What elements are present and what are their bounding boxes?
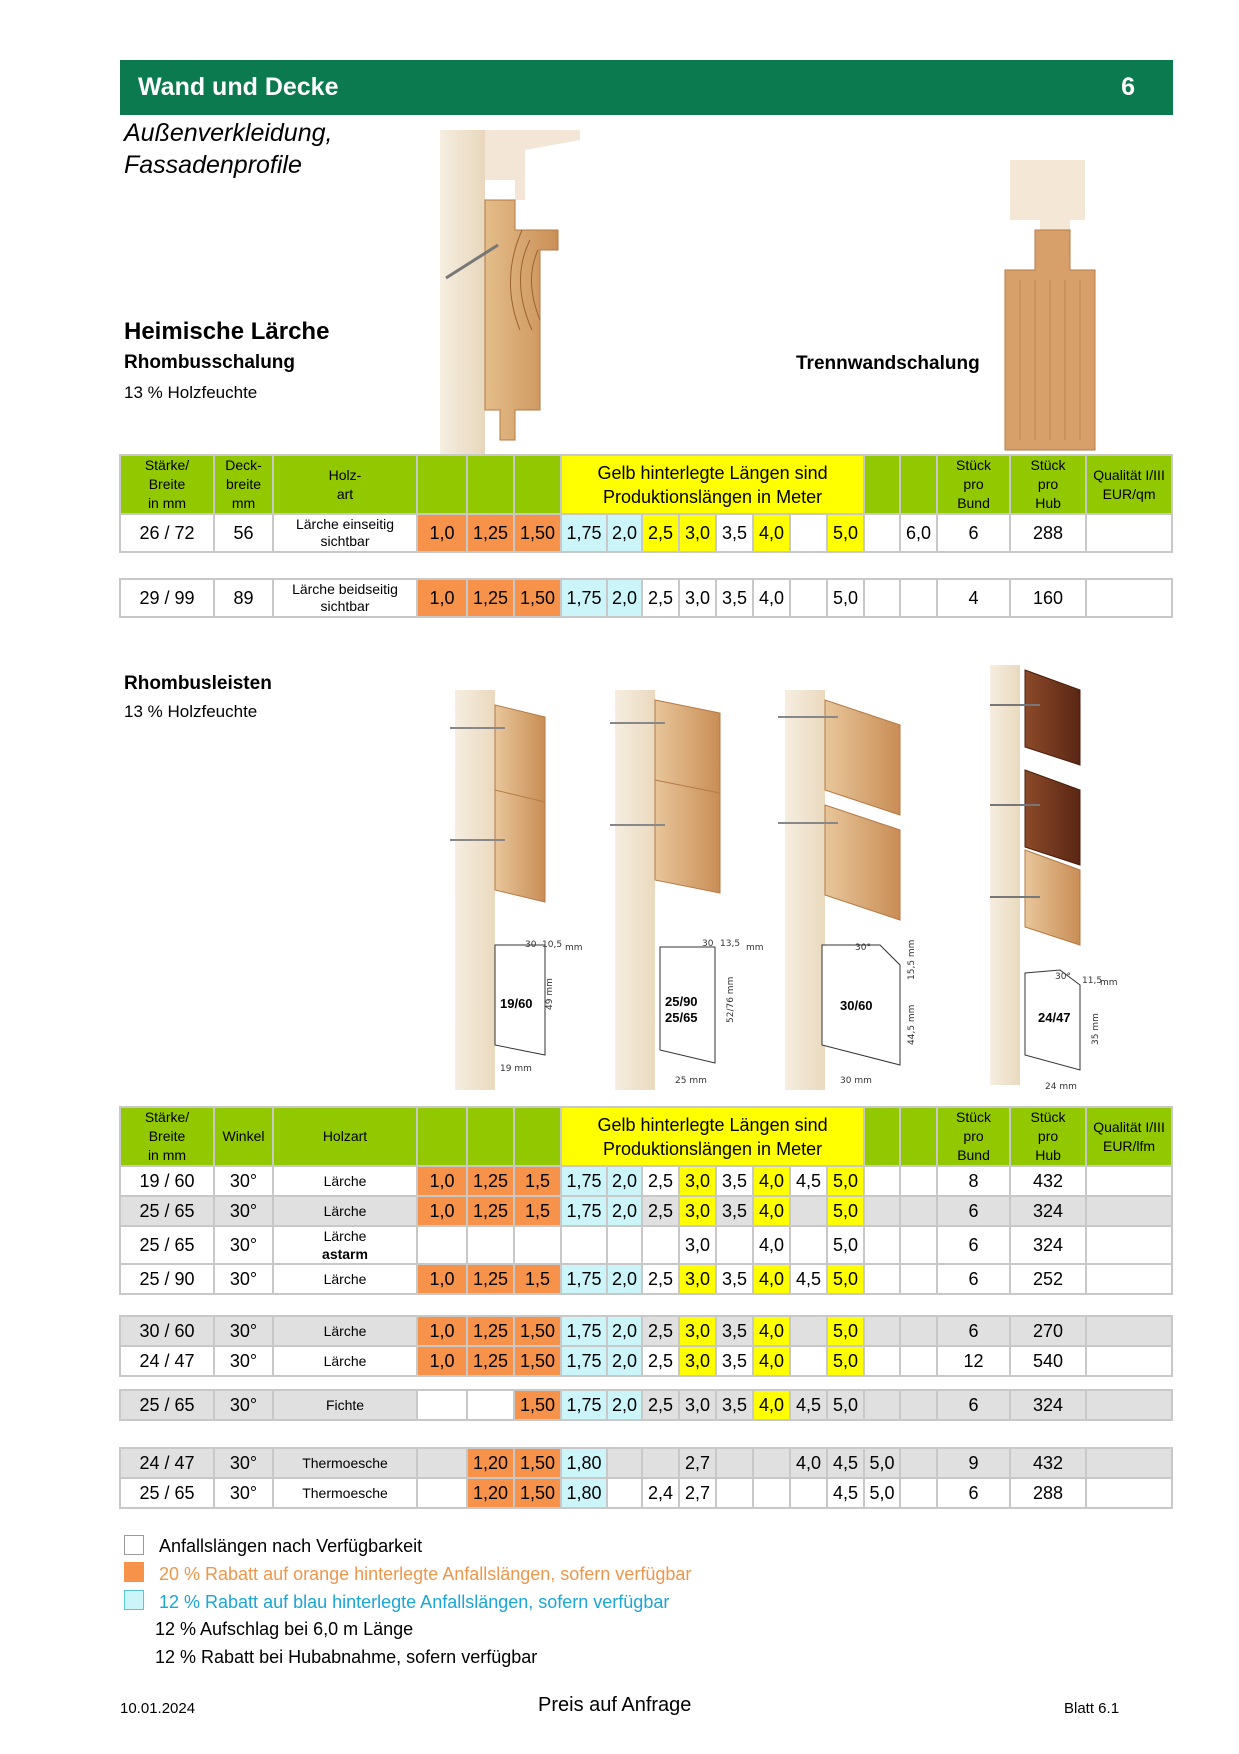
cell-size: 25 / 65 [120, 1390, 214, 1420]
cell-length [864, 1346, 900, 1376]
col-header-size: Stärke/ Breite in mm [120, 1107, 214, 1166]
cell-length: 2,4 [642, 1478, 679, 1508]
subtitle-line-1: Außenverkleidung, [124, 119, 333, 147]
cell-length [790, 1346, 827, 1376]
cell-length [900, 1390, 937, 1420]
cell-length: 3,5 [716, 1390, 753, 1420]
cell-length: 2,5 [642, 1264, 679, 1294]
cell-length: 1,80 [561, 1448, 607, 1478]
cell-length: 1,50 [514, 579, 561, 617]
trennwand-title: Trennwandschalung [796, 353, 980, 374]
cell-length [864, 1264, 900, 1294]
dim-text: 25 mm [675, 1076, 707, 1086]
cell-length [607, 1478, 642, 1508]
cell-wood: Thermoesche [273, 1478, 417, 1508]
cell-price [1086, 1196, 1172, 1226]
dim-text: 35 mm [1091, 1013, 1101, 1045]
cell-bund: 6 [937, 514, 1010, 552]
dim-text: 30 [525, 940, 537, 950]
section1-note: 13 % Holzfeuchte [124, 383, 258, 402]
cell-length: 4,0 [753, 1316, 790, 1346]
cell-length: 5,0 [827, 1226, 864, 1264]
cell-length: 3,5 [716, 579, 753, 617]
cell-length: 1,75 [561, 514, 607, 552]
dim-text: 30 mm [840, 1076, 872, 1086]
cell-length: 1,75 [561, 1264, 607, 1294]
cell-length [790, 1478, 827, 1508]
cell-length: 2,5 [642, 1346, 679, 1376]
dim-text: 44,5 mm [907, 1004, 917, 1045]
cell-price [1086, 1264, 1172, 1294]
cell-length: 4,0 [753, 1196, 790, 1226]
cell-length: 4,5 [827, 1448, 864, 1478]
cell-price [1086, 1166, 1172, 1196]
footer-sheet: Blatt 6.1 [1064, 1700, 1120, 1717]
cell-length: 2,5 [642, 579, 679, 617]
cell-size: 30 / 60 [120, 1316, 214, 1346]
cell-length: 1,75 [561, 1390, 607, 1420]
cell-length [607, 1226, 642, 1264]
cell-bund: 6 [937, 1226, 1010, 1264]
cell-length [900, 1264, 937, 1294]
dim-text: 24 mm [1045, 1082, 1077, 1092]
page-number: 6 [1121, 73, 1135, 101]
cell-length [900, 1226, 937, 1264]
cell-length [790, 1196, 827, 1226]
price-table-rhombusschalung-2 [119, 578, 1173, 618]
legend-item: 12 % Rabatt bei Hubabnahme, sofern verfügbar [155, 1647, 538, 1667]
cell-wood-line-2: astarm [322, 1246, 368, 1262]
table-row [120, 579, 1172, 617]
legend-box-white [124, 1535, 144, 1555]
subtitle-line-2: Fassadenprofile [124, 151, 302, 179]
cell-hub: 288 [1010, 1478, 1086, 1508]
price-table-rhombusschalung [119, 454, 1173, 553]
cell-price [1086, 579, 1172, 617]
legend-item: 20 % Rabatt auf orange hinterlegte Anfallslängen, sofern verfügbar [159, 1564, 692, 1584]
cell-length: 1,0 [417, 1264, 467, 1294]
cell-length [864, 1196, 900, 1226]
legend-item: 12 % Rabatt auf blau hinterlegte Anfallslängen, sofern verfügbar [159, 1592, 670, 1612]
cell-length: 4,0 [790, 1448, 827, 1478]
cell-length: 1,25 [467, 1166, 514, 1196]
cell-length: 1,50 [514, 514, 561, 552]
cell-hub: 324 [1010, 1390, 1086, 1420]
cell-length: 1,25 [467, 1316, 514, 1346]
cell-length: 2,0 [607, 579, 642, 617]
cell-wood: Thermoesche [273, 1448, 417, 1478]
cell-length: 1,25 [467, 1264, 514, 1294]
cell-length [417, 1390, 467, 1420]
col-header-angle: Winkel [214, 1107, 273, 1166]
cell-length: 1,5 [514, 1196, 561, 1226]
cell-deck: 89 [214, 579, 273, 617]
cell-hub: 288 [1010, 514, 1086, 552]
cell-length: 2,5 [642, 1390, 679, 1420]
cell-length: 1,0 [417, 514, 467, 552]
cell-bund: 9 [937, 1448, 1010, 1478]
table-row [120, 1264, 1172, 1294]
table-row [120, 1390, 1172, 1420]
cell-angle: 30° [214, 1390, 273, 1420]
cell-length [753, 1478, 790, 1508]
cell-length: 2,0 [607, 1346, 642, 1376]
cell-length: 2,5 [642, 1196, 679, 1226]
cell-length: 3,0 [679, 579, 716, 617]
price-table-rhombusleisten-2 [119, 1315, 1173, 1377]
cell-size: 25 / 65 [120, 1478, 214, 1508]
cell-angle: 30° [214, 1264, 273, 1294]
cell-angle: 30° [214, 1316, 273, 1346]
cell-length [417, 1478, 467, 1508]
table-row [120, 1478, 1172, 1508]
cell-length: 5,0 [827, 1264, 864, 1294]
rhombusleisten-illustration [450, 665, 1118, 1105]
cell-wood: Lärche [273, 1196, 417, 1226]
profile-label-30-60: 30/60 [840, 998, 873, 1013]
cell-angle: 30° [214, 1448, 273, 1478]
cell-price [1086, 1346, 1172, 1376]
cell-length: 3,0 [679, 1196, 716, 1226]
cell-bund: 12 [937, 1346, 1010, 1376]
cell-length: 4,0 [753, 579, 790, 617]
cell-length [514, 1226, 561, 1264]
cell-length: 4,0 [753, 514, 790, 552]
cell-length: 3,0 [679, 1390, 716, 1420]
cell-length [900, 1346, 937, 1376]
cell-length: 4,0 [753, 1226, 790, 1264]
cell-wood: Lärche [273, 1316, 417, 1346]
dim-text: 30° [855, 943, 871, 953]
trennwandschalung-illustration [1000, 160, 1100, 450]
cell-length: 1,0 [417, 1316, 467, 1346]
profile-label-line: 25/90 [665, 994, 698, 1009]
cell-length [642, 1226, 679, 1264]
profile-label-19-60: 19/60 [500, 996, 533, 1011]
cell-length [900, 579, 937, 617]
cell-price [1086, 514, 1172, 552]
col-header-bund: Stück pro Bund [937, 455, 1010, 514]
cell-size: 24 / 47 [120, 1346, 214, 1376]
col-header-deck: Deck- breite mm [214, 455, 273, 514]
cell-wood-line-1: Lärche [323, 1228, 367, 1244]
cell-length: 3,0 [679, 514, 716, 552]
table-row [120, 514, 1172, 552]
cell-length: 1,5 [514, 1264, 561, 1294]
cell-price [1086, 1390, 1172, 1420]
cell-price [1086, 1448, 1172, 1478]
legend-box-orange [124, 1562, 144, 1582]
cell-hub: 432 [1010, 1448, 1086, 1478]
cell-length: 1,20 [467, 1448, 514, 1478]
cell-size: 26 / 72 [120, 514, 214, 552]
cell-length [864, 1316, 900, 1346]
legend-item: 12 % Aufschlag bei 6,0 m Länge [155, 1619, 414, 1639]
cell-hub: 270 [1010, 1316, 1086, 1346]
cell-length: 5,0 [827, 1346, 864, 1376]
col-header-price: Qualität I/III EUR/qm [1086, 455, 1172, 514]
cell-length [716, 1448, 753, 1478]
dim-text: 49 mm [545, 978, 555, 1010]
dim-text: 11,5 [1082, 976, 1103, 986]
footer-date: 10.01.2024 [120, 1700, 196, 1717]
cell-length: 1,0 [417, 1196, 467, 1226]
cell-length: 1,25 [467, 1196, 514, 1226]
cell-length: 1,80 [561, 1478, 607, 1508]
dim-text: 19 mm [500, 1064, 532, 1074]
col-header-hub: Stück pro Hub [1010, 1107, 1086, 1166]
section1-title: Heimische Lärche [124, 318, 330, 345]
cell-length: 3,5 [716, 1316, 753, 1346]
cell-wood: Lärche einseitig sichtbar [273, 514, 417, 552]
cell-length: 5,0 [827, 1390, 864, 1420]
legend-box-blue [124, 1590, 144, 1610]
cell-size: 25 / 90 [120, 1264, 214, 1294]
cell-length [607, 1448, 642, 1478]
cell-length: 2,0 [607, 514, 642, 552]
cell-length: 1,75 [561, 1316, 607, 1346]
cell-length [900, 1478, 937, 1508]
cell-length [716, 1226, 753, 1264]
table-row [120, 1196, 1172, 1226]
dim-text: 15,5 mm [907, 939, 917, 980]
col-header-lengths: Gelb hinterlegte Längen sind Produktionslängen in Meter [561, 455, 864, 514]
cell-length: 3,5 [716, 1264, 753, 1294]
cell-hub: 432 [1010, 1166, 1086, 1196]
cell-length: 3,0 [679, 1316, 716, 1346]
cell-length: 1,50 [514, 1346, 561, 1376]
cell-length [790, 514, 827, 552]
cell-length [900, 1316, 937, 1346]
cell-length: 2,0 [607, 1264, 642, 1294]
cell-length [864, 579, 900, 617]
cell-length: 1,5 [514, 1166, 561, 1196]
cell-length: 4,0 [753, 1390, 790, 1420]
dim-text: 13,5 [720, 939, 741, 949]
dim-text: 52/76 mm [726, 976, 736, 1023]
table-row [120, 1316, 1172, 1346]
cell-length [790, 1316, 827, 1346]
cell-length [467, 1390, 514, 1420]
profile-label-line: 25/65 [665, 1010, 698, 1025]
profile-label-24-47: 24/47 [1038, 1010, 1071, 1025]
cell-length: 1,75 [561, 579, 607, 617]
cell-length: 6,0 [900, 514, 937, 552]
cell-length: 1,50 [514, 1316, 561, 1346]
cell-length: 3,0 [679, 1346, 716, 1376]
cell-length [864, 1390, 900, 1420]
cell-angle: 30° [214, 1196, 273, 1226]
cell-length: 2,5 [642, 1316, 679, 1346]
profile-label-25-90 [665, 994, 698, 1025]
cell-length: 3,5 [716, 1346, 753, 1376]
cell-length: 2,0 [607, 1196, 642, 1226]
cell-length [467, 1226, 514, 1264]
cell-length [900, 1166, 937, 1196]
section2-title: Rhombusleisten [124, 673, 272, 694]
section-subtitle [124, 117, 332, 181]
cell-length [790, 1226, 827, 1264]
cell-length: 4,5 [790, 1390, 827, 1420]
cell-length: 3,5 [716, 1196, 753, 1226]
cell-hub: 540 [1010, 1346, 1086, 1376]
cell-length: 5,0 [827, 1166, 864, 1196]
cell-length: 2,7 [679, 1448, 716, 1478]
cell-length [417, 1448, 467, 1478]
cell-wood: Fichte [273, 1390, 417, 1420]
section2-note: 13 % Holzfeuchte [124, 702, 258, 721]
cell-bund: 6 [937, 1478, 1010, 1508]
col-header-price: Qualität I/III EUR/lfm [1086, 1107, 1172, 1166]
cell-length: 1,75 [561, 1346, 607, 1376]
col-header-bund: Stück pro Bund [937, 1107, 1010, 1166]
cell-length: 2,7 [679, 1478, 716, 1508]
cell-length: 2,0 [607, 1390, 642, 1420]
col-header-hub: Stück pro Hub [1010, 455, 1086, 514]
cell-angle: 30° [214, 1226, 273, 1264]
cell-hub: 324 [1010, 1226, 1086, 1264]
cell-length: 1,75 [561, 1166, 607, 1196]
cell-hub: 160 [1010, 579, 1086, 617]
cell-length: 1,0 [417, 1166, 467, 1196]
cell-length [417, 1226, 467, 1264]
table-header-row [120, 1107, 1172, 1166]
cell-bund: 6 [937, 1264, 1010, 1294]
cell-length [900, 1196, 937, 1226]
page-header [120, 60, 1173, 115]
cell-length: 4,5 [827, 1478, 864, 1508]
dim-text: mm [1100, 978, 1118, 988]
cell-length: 1,0 [417, 1346, 467, 1376]
cell-length: 4,5 [790, 1166, 827, 1196]
cell-bund: 8 [937, 1166, 1010, 1196]
cell-bund: 4 [937, 579, 1010, 617]
dim-text: 30 [702, 939, 714, 949]
cell-size: 25 / 65 [120, 1196, 214, 1226]
cell-length: 2,0 [607, 1316, 642, 1346]
cell-length: 1,50 [514, 1478, 561, 1508]
cell-length: 5,0 [827, 1316, 864, 1346]
cell-length: 1,25 [467, 579, 514, 617]
cell-length: 3,0 [679, 1226, 716, 1264]
cell-length [864, 1166, 900, 1196]
cell-length [642, 1448, 679, 1478]
dim-text: mm [746, 943, 764, 953]
cell-length: 5,0 [827, 514, 864, 552]
table-row [120, 1346, 1172, 1376]
col-header-wood: Holz- art [273, 455, 417, 514]
cell-length: 4,0 [753, 1166, 790, 1196]
cell-length [561, 1226, 607, 1264]
cell-length: 4,0 [753, 1264, 790, 1294]
cell-length [790, 579, 827, 617]
rhombusschalung-illustration [440, 130, 580, 455]
price-table-thermoesche [119, 1447, 1173, 1509]
cell-length: 3,5 [716, 514, 753, 552]
cell-wood: Lärche beidseitig sichtbar [273, 579, 417, 617]
cell-length: 2,5 [642, 1166, 679, 1196]
col-header-size: Stärke/ Breite in mm [120, 455, 214, 514]
dim-text: 30° [1055, 972, 1071, 982]
cell-wood [273, 1226, 417, 1264]
cell-length: 5,0 [827, 1196, 864, 1226]
cell-deck: 56 [214, 514, 273, 552]
cell-length: 3,0 [679, 1264, 716, 1294]
dim-text: 10,5 [542, 940, 563, 950]
cell-length: 1,0 [417, 579, 467, 617]
cell-length: 1,50 [514, 1448, 561, 1478]
cell-wood: Lärche [273, 1166, 417, 1196]
cell-length: 5,0 [864, 1448, 900, 1478]
cell-length: 1,75 [561, 1196, 607, 1226]
dim-text: mm [565, 943, 583, 953]
cell-length [900, 1448, 937, 1478]
cell-angle: 30° [214, 1478, 273, 1508]
table-header-row [120, 455, 1172, 514]
cell-length: 1,25 [467, 514, 514, 552]
cell-length: 2,0 [607, 1166, 642, 1196]
cell-wood: Lärche [273, 1346, 417, 1376]
cell-size: 29 / 99 [120, 579, 214, 617]
price-table-fichte [119, 1389, 1173, 1421]
cell-price [1086, 1316, 1172, 1346]
cell-wood: Lärche [273, 1264, 417, 1294]
footer-price-note: Preis auf Anfrage [538, 1694, 692, 1716]
cell-length: 2,5 [642, 514, 679, 552]
cell-size: 25 / 65 [120, 1226, 214, 1264]
cell-price [1086, 1226, 1172, 1264]
cell-angle: 30° [214, 1346, 273, 1376]
cell-length [864, 1226, 900, 1264]
cell-size: 24 / 47 [120, 1448, 214, 1478]
cell-length: 5,0 [827, 579, 864, 617]
cell-length: 4,0 [753, 1346, 790, 1376]
cell-length: 3,0 [679, 1166, 716, 1196]
table-row [120, 1226, 1172, 1264]
cell-bund: 6 [937, 1196, 1010, 1226]
page-header-title: Wand und Decke [138, 73, 339, 101]
table-row [120, 1166, 1172, 1196]
cell-hub: 252 [1010, 1264, 1086, 1294]
cell-length: 4,5 [790, 1264, 827, 1294]
cell-length: 5,0 [864, 1478, 900, 1508]
section1-subtitle: Rhombusschalung [124, 352, 296, 373]
cell-angle: 30° [214, 1166, 273, 1196]
cell-length: 1,50 [514, 1390, 561, 1420]
cell-length [864, 514, 900, 552]
price-table-rhombusleisten [119, 1106, 1173, 1295]
cell-price [1086, 1478, 1172, 1508]
cell-length: 1,25 [467, 1346, 514, 1376]
col-header-wood: Holzart [273, 1107, 417, 1166]
cell-length: 1,20 [467, 1478, 514, 1508]
cell-hub: 324 [1010, 1196, 1086, 1226]
cell-length: 3,5 [716, 1166, 753, 1196]
cell-bund: 6 [937, 1390, 1010, 1420]
legend-item: Anfallslängen nach Verfügbarkeit [159, 1536, 423, 1556]
cell-bund: 6 [937, 1316, 1010, 1346]
cell-size: 19 / 60 [120, 1166, 214, 1196]
table-row [120, 1448, 1172, 1478]
col-header-lengths: Gelb hinterlegte Längen sind Produktionslängen in Meter [561, 1107, 864, 1166]
cell-length [753, 1448, 790, 1478]
cell-length [716, 1478, 753, 1508]
